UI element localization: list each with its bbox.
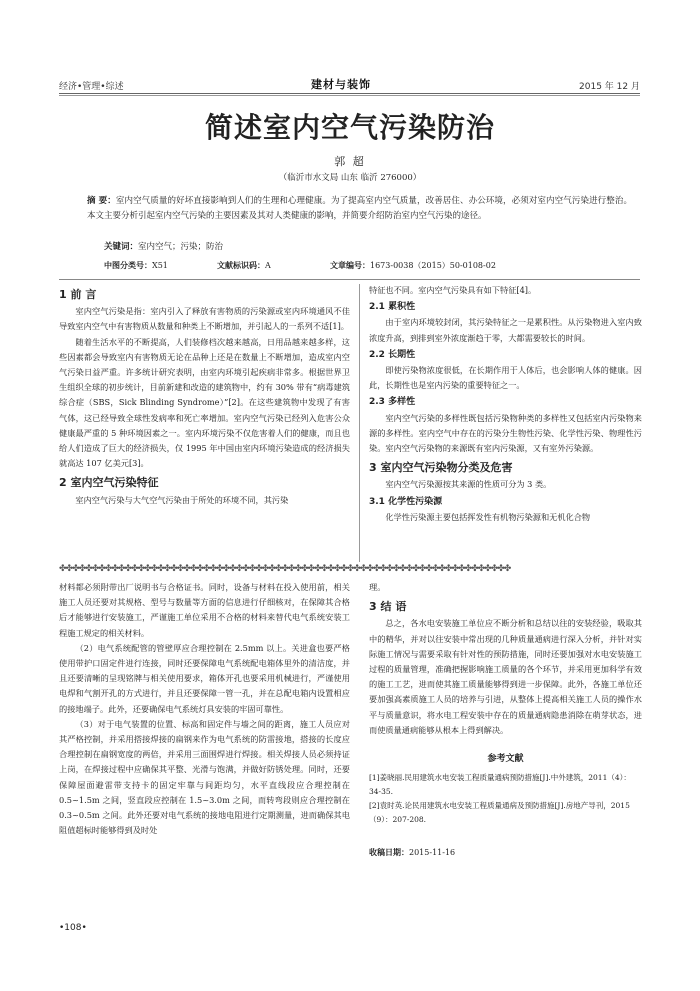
reference-item: [2]袁时英.论民用建筑水电安装工程质量通病及预防措施[J].房地产导刊，2015（9）：207-208. <box>369 801 630 825</box>
paragraph: 室内空气污染源按其来源的性质可分为 3 类。 <box>385 479 552 490</box>
paragraph: 材料都必须附带出厂说明书与合格证书。同时，设备与材料在投入使用前，相关施工人员还要对其规格、型号与数量等方面的信息进行仔细核对，在保障其合格后才能够进行安装施工，严谨施工单位采用不合格的材料来替代电气系统安装工程施工规定的相关材料。 <box>59 582 350 638</box>
heading-3: 3 室内空气污染物分类及危害 <box>369 461 513 475</box>
paragraph: 特征也不同。室内空气污染具有如下特征[4]。 <box>369 285 537 295</box>
author: 郭 超 <box>334 155 366 168</box>
affiliation: （临沂市水文局 山东 临沂 276000） <box>278 173 422 183</box>
received-label: 收稿日期： <box>369 848 409 858</box>
lower-left-column <box>59 580 350 838</box>
paragraph: 即使污染物浓度很低，在长期作用于人体后，也会影响人体的健康。因此，长期性也是室内污染的重要特征之一。 <box>369 365 642 391</box>
paragraph: （3）对于电气装置的位置、标高和固定件与墙之间的距离，施工人员应对其严格控制，并采用搭接焊接的扁钢来作为电气系统的防雷接地，搭接的长度应合理控制在扁钢宽度的两倍，并采用三面围焊进行焊接。相关焊接人员必须持证上岗，在焊接过程中应确保其平整、光滑与饱满，并做好防锈处理。同时，还要保障屋面避雷带支持卡的固定牢靠与间距均匀，水平直线段应合理控制在 0.5~1.5m 之间，竖直段应控制在 1.5~3.0m 之间，而转弯段则应合理控制在 0.3~0.5m 之间。此外还要对电气系统的接地电阻进行定期测量，进而确保其电阻值超标时能够得到及时处 <box>59 718 350 836</box>
document-code-label: 文献标识码： <box>217 261 265 270</box>
references-title: 参考文献 <box>487 754 524 765</box>
paragraph: 室内空气污染的多样性既包括污染物种类的多样性又包括室内污染物来源的多样性。室内空气中存在的污染分生物性污染、化学性污染、物理性污染。室内空气污染物的来源既有室内污染源，又有室外污染源。 <box>369 412 642 454</box>
journal-brand: 建材与装饰 <box>311 78 371 91</box>
paragraph: 总之，各水电安装施工单位应不断分析和总结以往的安装经验，吸取其中的精华，并对以往安装中常出现的几种质量通病进行深入分析，并针对实际施工情况与需要采取有针对性的预防措施，同时还要加强对水电安装施工过程的质量管理，准确把握影响施工质量的各个环节，并采用更加科学有效的施工工艺，进而使其施工质量能够得到进一步保障。此外，各施工单位还要加强高素质施工人员的培养与引进，从整体上提高相关施工人员的操作水平与质量意识，将水电工程安装中存在的质量通病隐患消除在萌芽状态，进而使质量通病能够从根本上得到解决。 <box>369 618 642 735</box>
keywords <box>104 240 223 252</box>
heading-conclusion: 3 结 语 <box>369 600 407 614</box>
heading-introduction: 1 前 言 <box>59 288 97 301</box>
received-value: 2015-11-16 <box>409 848 456 858</box>
paragraph: 理。 <box>369 582 386 592</box>
clc-value: X51 <box>152 261 168 270</box>
header-rule <box>59 93 640 94</box>
lower-right-column <box>369 580 642 860</box>
paragraph: 化学性污染源主要包括挥发性有机物污染源和无机化合物 <box>385 511 591 522</box>
paragraph: （2）电气系统配管的管壁厚应合理控制在 2.5mm 以上。关进盒也要严格使用带护口固定件进行连接，同时还要保障电气系统配电箱体里外的清洁度，并且还要清晰的呈现铭牌与相关使用要求，箱体开孔也要采用机械进行，严谨使用电焊和气割开孔的方式进行，并且还要保障一管一孔，并在总配电箱内设置相应的接地端子。此外，还要确保电气系统灯具安装的牢固可靠性。 <box>59 642 350 714</box>
heading-2-3: 2.3 多样性 <box>369 397 416 408</box>
decorative-divider: ✤✤✤✤✤✤✤✤✤✤✤✤✤✤✤✤✤✤✤✤✤✤✤✤✤✤✤✤✤✤✤✤✤✤✤✤✤✤✤✤✤✤✤✤✤✤✤✤✤✤✤✤✤✤✤✤✤✤✤✤✤✤✤✤✤✤✤✤✤ <box>59 564 511 574</box>
document-code <box>217 260 271 271</box>
abstract-label: 摘 要： <box>87 196 116 206</box>
article-number-label: 文章编号： <box>330 261 370 270</box>
abstract <box>87 194 632 224</box>
column-divider <box>359 284 360 562</box>
article-number <box>330 260 496 271</box>
heading-2-2: 2.2 长期性 <box>369 349 416 360</box>
upper-right-column <box>369 283 642 525</box>
header-right: 2015 年 12 月 <box>579 82 640 92</box>
article-title: 简述室内空气污染防治 <box>204 111 495 144</box>
section-rule <box>59 279 640 280</box>
document-code-value: A <box>265 261 271 270</box>
upper-left-column <box>59 283 350 508</box>
page-number: •108• <box>59 923 87 933</box>
heading-2-1: 2.1 累积性 <box>369 302 416 313</box>
keywords-label: 关键词： <box>104 242 139 252</box>
clc-label: 中图分类号： <box>104 261 152 270</box>
keywords-text: 室内空气；污染；防治 <box>138 242 224 252</box>
clc-number <box>104 260 168 271</box>
header-left: 经济•管理•综述 <box>59 82 124 92</box>
abstract-text: 室内空气质量的好坏直接影响到人们的生理和心理健康。为了提高室内空气质量，改善居住、办公环境，必须对室内空气污染进行整治。本文主要分析引起室内空气污染的主要因素及其对人类健康的影响，并简要介绍防治室内空气污染的途径。 <box>87 196 632 221</box>
heading-features: 2 室内空气污染特征 <box>59 476 159 490</box>
heading-3-1: 3.1 化学性污染源 <box>369 496 443 507</box>
paragraph: 由于室内环境较封闭，其污染特征之一是累积性。从污染物进入室内致浓度升高，到排到室外浓度渐趋于零，大都需要较长的时间。 <box>369 317 642 343</box>
header-rule-thin <box>59 95 640 96</box>
paragraph: 室内空气污染是指：室内引入了释放有害物质的污染源或室内环境通风不佳导致室内空气中有害物质从数量和种类上不断增加，并引起人的一系列不适[1]。 <box>59 306 350 332</box>
reference-item: [1]姜晓丽.民用建筑水电安装工程质量通病预防措施[J].中外建筑，2011（4）：34-35. <box>369 773 631 797</box>
article-number-value: 1673-0038（2015）50-0108-02 <box>370 261 496 270</box>
paragraph: 室内空气污染与大气空气污染由于所处的环境不同，其污染 <box>75 494 289 505</box>
paragraph: 随着生活水平的不断提高，人们装修档次越来越高，日用品越来越多样，这些因素都会导致室内有害物质无论在品种上还是在数量上不断增加，造成室内空气污染日益严重。许多统计研究表明，由室内环境引起疾病非常多。根据世界卫生组织全球的初步统计，目前新建和改造的建筑物中，约有 30% 带有“病毒建筑综合症（SBS，Sick Blinding Syndrome）”[2]。在这些建筑物中发现了有害气体，这已经导致全球性发病率和死亡率增加。室内空气污染已经列入危害公众健康最严重的 5 种环境因素之一。室内环境污染不仅危害着人们的健康，而且也给人们造成了巨大的经济损失，仅 1995 年中国由室内环境污染造成的经济损失就高达 107 亿美元[3]。 <box>59 336 350 469</box>
received-date <box>369 845 642 860</box>
